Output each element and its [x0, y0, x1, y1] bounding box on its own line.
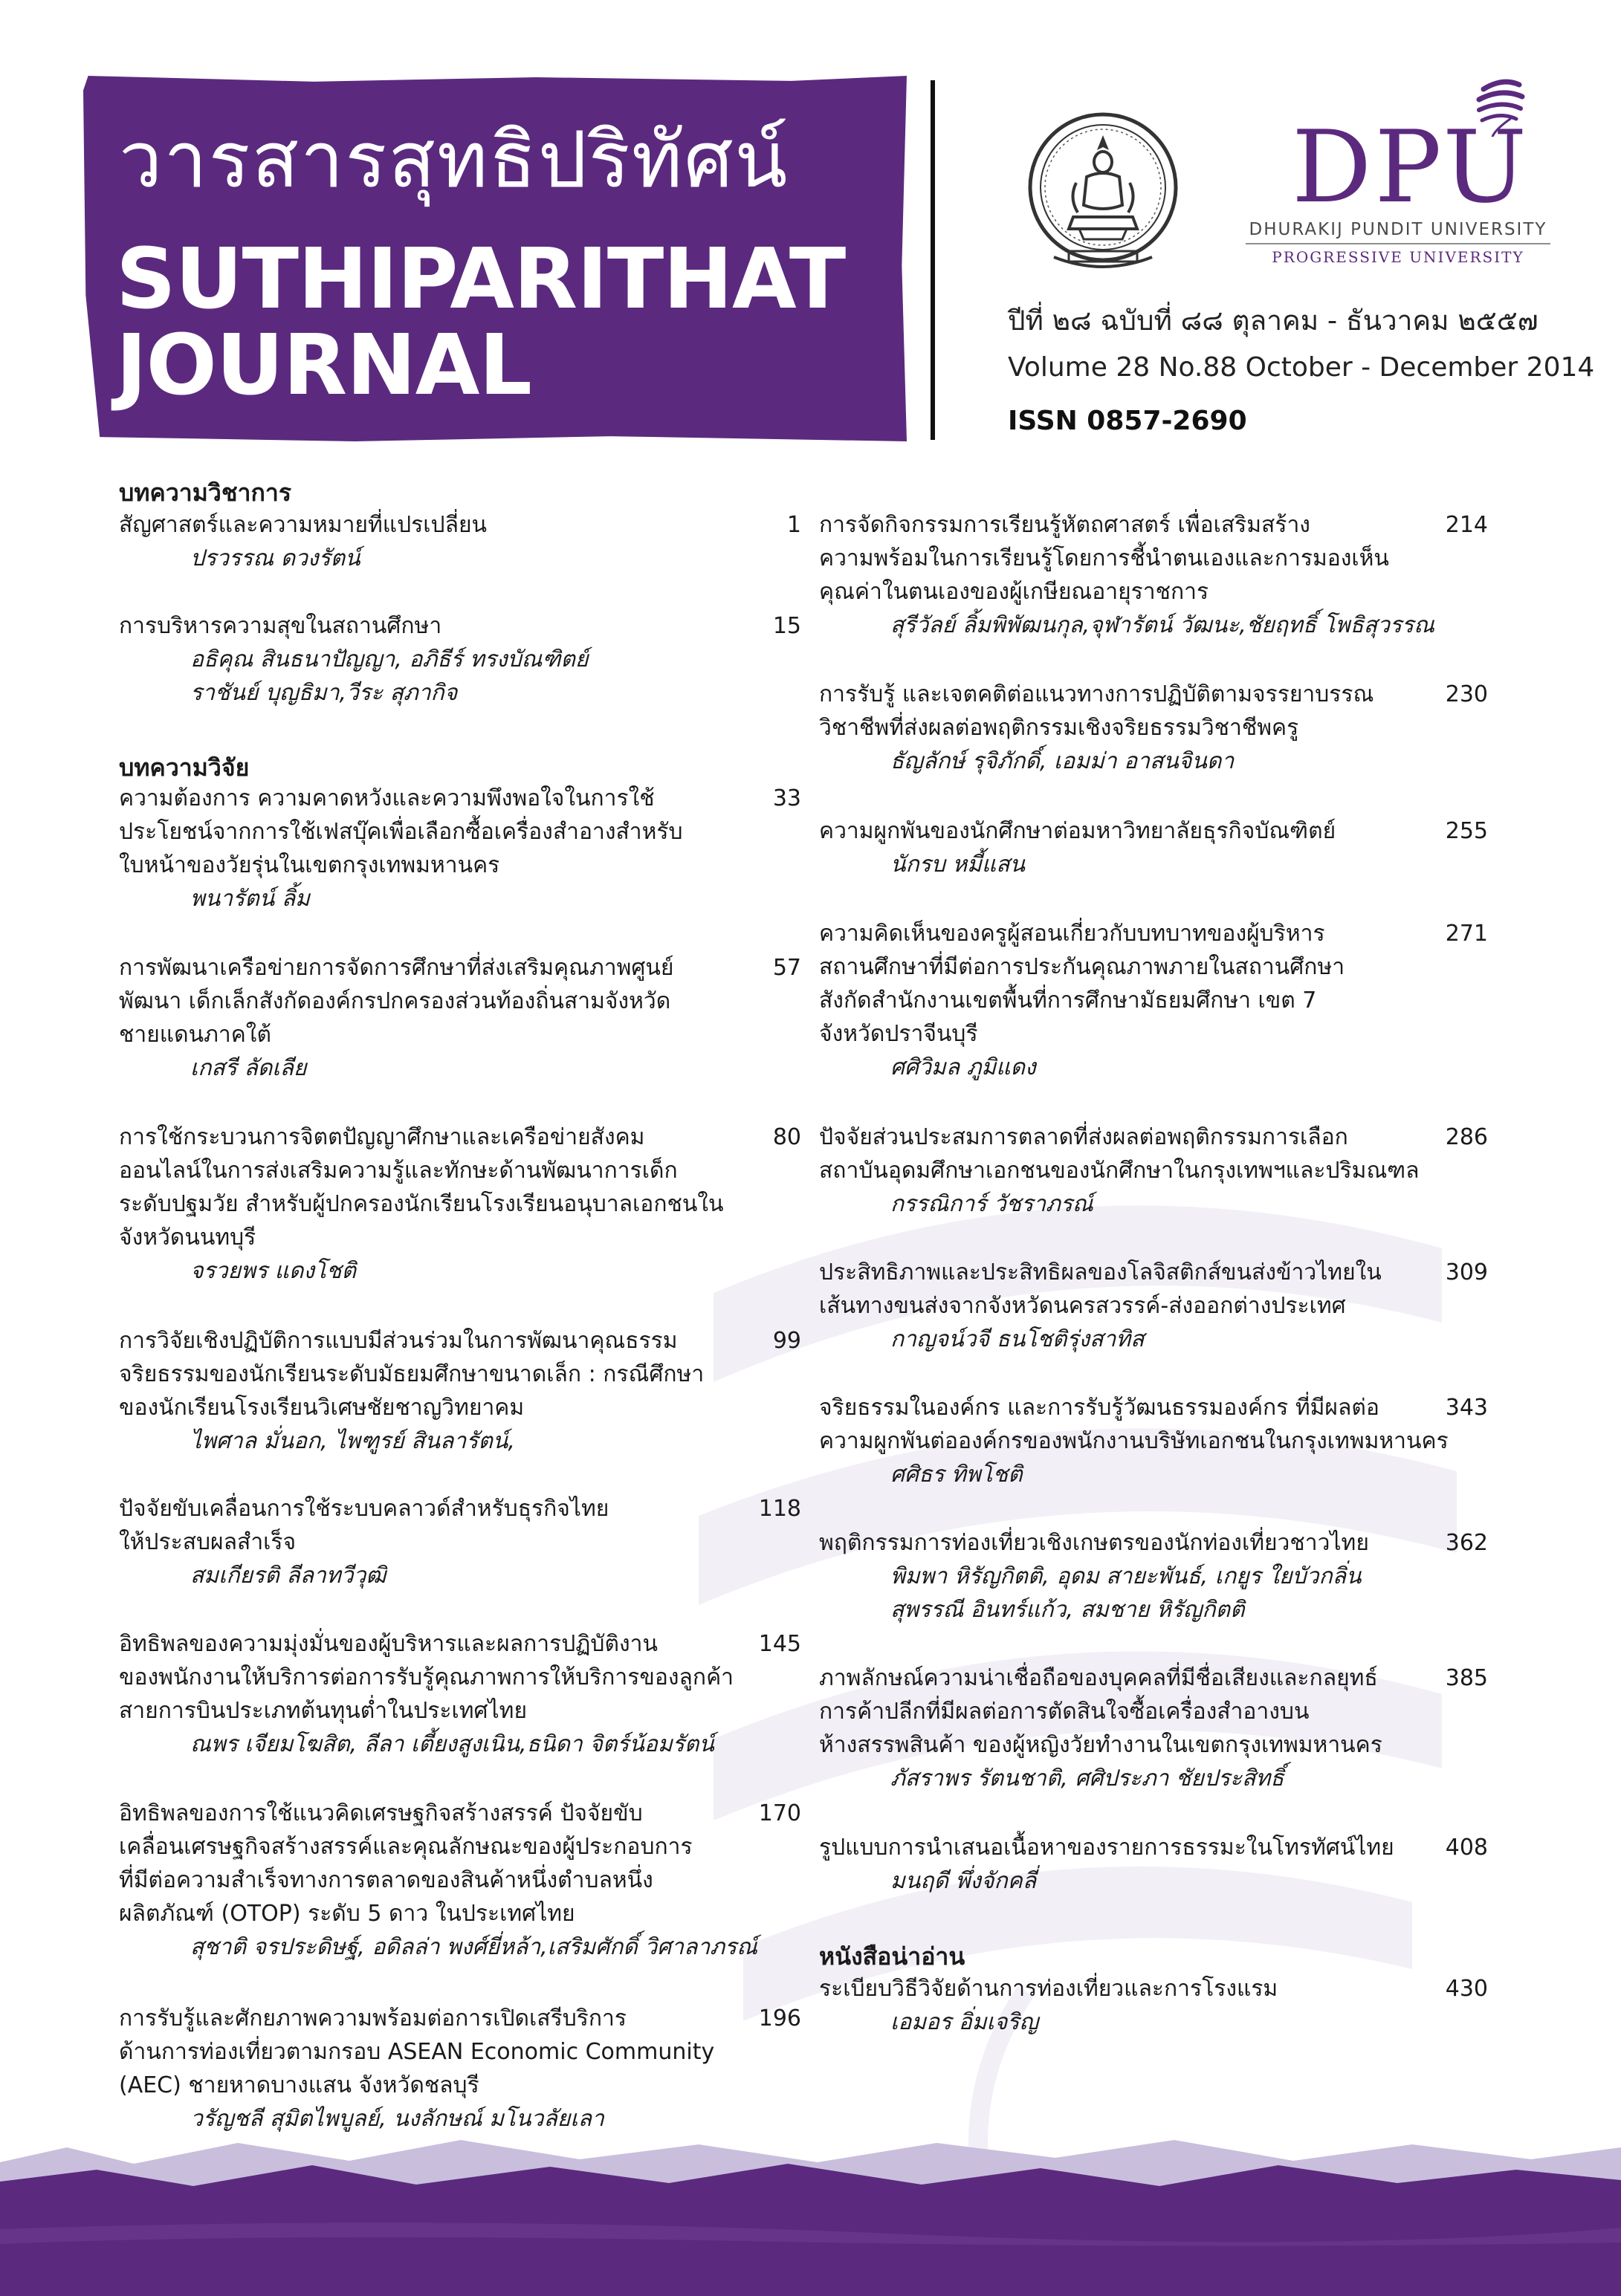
entry-author: พิมพา หิรัญกิตติ, อุดม สายะพันธ์, เกยูร ใยบัวกลิ่น [890, 1563, 1362, 1589]
entry-title: รูปแบบการนำเสนอเนื้อหาของรายการธรรมะในโทรทัศน์ไทย [819, 1835, 1394, 1861]
entry-page: 309 [1445, 1259, 1488, 1285]
entry-title: สังกัดสำนักงานเขตพื้นที่การศึกษามัธยมศึกษา เขต 7 [819, 988, 1317, 1014]
entry-title: การรับรู้และศักยภาพความพร้อมต่อการเปิดเสรีบริการ [119, 2005, 627, 2031]
entry-author: สุรีวัลย์ ลิ้มพิพัฒนกุล,จุฬารัตน์ วัฒนะ,ชัยฤทธิ์ โพธิสุวรรณ [890, 612, 1434, 638]
entry-title: ผลิตภัณฑ์ (OTOP) ระดับ 5 ดาว ในประเทศไทย [119, 1901, 575, 1927]
entry-title: ด้านการท่องเที่ยวตามกรอบ ASEAN Economic Community [119, 2039, 715, 2065]
toc-entry[interactable] [819, 508, 1562, 642]
entry-author: ธัญลักษ์ รุจิภักดิ์, เอมม่า อาสนจินดา [890, 748, 1235, 774]
section-heading-research: บทความวิจัย [119, 753, 250, 782]
entry-author: ปรวรรณ ดวงรัตน์ [190, 545, 360, 571]
entry-title: ความพร้อมในการเรียนรู้โดยการชี้นำตนเองและการมองเห็น [819, 545, 1389, 571]
footer-brush-band [0, 2118, 1621, 2296]
entry-title: ประสิทธิภาพและประสิทธิผลของโลจิสติกส์ขนส่งข้าวไทยใน [819, 1259, 1382, 1285]
entry-author: สุพรรณี อินทร์แก้ว, สมชาย หิรัญกิตติ [890, 1597, 1245, 1623]
entry-author: ณพร เจียมโฆสิต, ลีลา เตี้ยงสูงเนิน,ธนิดา จิตร์น้อมรัตน์ [190, 1731, 714, 1757]
entry-page: 385 [1445, 1665, 1488, 1691]
entry-title: การจัดกิจกรรมการเรียนรู้หัตถศาสตร์ เพื่อเสริมสร้าง [819, 512, 1310, 538]
entry-title: การค้าปลีกที่มีผลต่อการตัดสินใจซื้อเครื่องสำอางบน [819, 1699, 1310, 1725]
entry-title: จังหวัดนนทบุรี [119, 1225, 256, 1251]
toc-entry[interactable] [819, 678, 1562, 778]
entry-author: กาญจน์วจี ธนโชติรุ่งสาทิส [890, 1326, 1145, 1352]
entry-author: ราชันย์ บุญธิมา,วีระ สุภากิจ [190, 680, 458, 706]
entry-title: การรับรู้ และเจตคติต่อแนวทางการปฏิบัติตามจรรยาบรรณ [819, 681, 1374, 707]
university-logo-rule [1246, 243, 1550, 244]
entry-author: กรรณิการ์ วัชราภรณ์ [890, 1191, 1093, 1217]
entry-page: 196 [758, 2005, 801, 2031]
toc-entry[interactable] [119, 1121, 825, 1288]
entry-page: 99 [772, 1328, 801, 1354]
toc-entry[interactable] [819, 1972, 1562, 2039]
journal-title-english-line2: JOURNAL [116, 317, 531, 414]
toc-entry[interactable] [119, 951, 825, 1085]
entry-title: วิชาชีพที่ส่งผลต่อพฤติกรรมเชิงจริยธรรมวิชาชีพครู [819, 715, 1299, 741]
toc-entry[interactable] [819, 1121, 1562, 1221]
entry-author: มนฤดี พึ่งจักคลี่ [890, 1868, 1037, 1894]
entry-title: จังหวัดปราจีนบุรี [819, 1021, 978, 1047]
entry-title: ปัจจัยส่วนประสมการตลาดที่ส่งผลต่อพฤติกรรมการเลือก [819, 1124, 1348, 1150]
entry-title: ปัจจัยขับเคลื่อนการใช้ระบบคลาวด์สำหรับธุรกิจไทย [119, 1496, 609, 1522]
entry-title: อิทธิพลของความมุ่งมั่นของผู้บริหารและผลการปฏิบัติงาน [119, 1631, 658, 1657]
issue-info-english: Volume 28 No.88 October - December 2014 [1008, 352, 1595, 383]
entry-title: ภาพลักษณ์ความน่าเชื่อถือของบุคคลที่มีชื่อเสียงและกลยุทธ์ [819, 1665, 1378, 1691]
entry-title: การพัฒนาเครือข่ายการจัดการศึกษาที่ส่งเสริมคุณภาพศูนย์ [119, 955, 674, 981]
journal-title-thai: วารสารสุทธิปริทัศน์ [119, 114, 789, 205]
entry-title: สายการบินประเภทต้นทุนต่ำในประเทศไทย [119, 1698, 528, 1724]
toc-entry[interactable] [119, 1797, 825, 1964]
toc-entry[interactable] [819, 1391, 1562, 1491]
entry-title: จริยธรรมของนักเรียนระดับมัธยมศึกษาขนาดเล็ก : กรณีศึกษา [119, 1361, 705, 1387]
university-name: DHURAKIJ PUNDIT UNIVERSITY [1249, 220, 1547, 239]
entry-author: เอมอร อิ่มเจริญ [890, 2009, 1039, 2035]
entry-title: สัญศาสตร์และความหมายที่แปรเปลี่ยน [119, 512, 488, 538]
toc-entry[interactable] [119, 1324, 825, 1458]
entry-page: 80 [772, 1124, 801, 1150]
entry-title: จริยธรรมในองค์กร และการรับรู้วัฒนธรรมองค์กร ที่มีผลต่อ [819, 1395, 1379, 1421]
university-tagline: PROGRESSIVE UNIVERSITY [1272, 248, 1524, 266]
entry-title: ออนไลน์ในการส่งเสริมความรู้และทักษะด้านพัฒนาการเด็ก [119, 1158, 678, 1184]
entry-page: 1 [786, 512, 801, 538]
section-heading-academic: บทความวิชาการ [119, 479, 292, 507]
entry-page: 343 [1445, 1395, 1488, 1421]
entry-title: การใช้กระบวนการจิตตปัญญาศึกษาและเครือข่ายสังคม [119, 1124, 645, 1150]
entry-title: อิทธิพลของการใช้แนวคิดเศรษฐกิจสร้างสรรค์ ปัจจัยขับ [119, 1800, 643, 1826]
entry-author: จรวยพร แดงโชติ [190, 1258, 356, 1284]
toc-entry[interactable] [819, 1661, 1562, 1795]
entry-page: 170 [758, 1800, 801, 1826]
entry-page: 57 [772, 955, 801, 981]
entry-title: ความคิดเห็นของครูผู้สอนเกี่ยวกับบทบาทของผู้บริหาร [819, 921, 1325, 947]
journal-title-english-line1: SUTHIPARITHAT [116, 231, 846, 328]
entry-title: (AEC) ชายหาดบางแสน จังหวัดชลบุรี [119, 2072, 479, 2098]
entry-title: ชายแดนภาคใต้ [119, 1022, 271, 1048]
entry-title: สถาบันอุดมศึกษาเอกชนของนักศึกษาในกรุงเทพฯและปริมณฑล [819, 1158, 1420, 1184]
royal-emblem-seal-icon [1024, 108, 1182, 279]
entry-author: สุชาติ จรประดิษฐ์, อดิลล่า พงศ์ยี่หล้า,เสริมศักดิ์ วิศาลาภรณ์ [190, 1934, 757, 1960]
entry-title: เคลื่อนเศรษฐกิจสร้างสรรค์และคุณลักษณะของผู้ประกอบการ [119, 1834, 693, 1860]
entry-author: เกสรี ลัดเลีย [190, 1055, 307, 1081]
entry-page: 430 [1445, 1976, 1488, 2002]
toc-entry[interactable] [819, 814, 1562, 881]
toc-entry[interactable] [119, 782, 825, 915]
entry-title: ให้ประสบผลสำเร็จ [119, 1529, 297, 1555]
entry-author: วรัญชลี สุมิตไพบูลย์, นงลักษณ์ มโนวลัยเลา [190, 2106, 604, 2132]
entry-title: พฤติกรรมการท่องเที่ยวเชิงเกษตรของนักท่องเที่ยวชาวไทย [819, 1530, 1369, 1556]
entry-page: 230 [1445, 681, 1488, 707]
toc-entry[interactable] [119, 1627, 825, 1761]
entry-title: ของพนักงานให้บริการต่อการรับรู้คุณภาพการให้บริการของลูกค้า [119, 1664, 734, 1690]
entry-author: สมเกียรติ ลีลาทวีวุฒิ [190, 1563, 386, 1589]
toc-entry[interactable] [819, 1526, 1562, 1627]
entry-title: คุณค่าในตนเองของผู้เกษียณอายุราชการ [819, 579, 1209, 605]
entry-title: เส้นทางขนส่งจากจังหวัดนครสวรรค์-ส่งออกต่างประเทศ [819, 1293, 1346, 1319]
university-logo-text: DPU [1292, 109, 1530, 225]
entry-author: ภัสราพร รัตนชาติ, ศศิประภา ชัยประสิทธิ์ [890, 1765, 1284, 1791]
header-divider [931, 80, 935, 440]
entry-title: การบริหารความสุขในสถานศึกษา [119, 613, 442, 639]
toc-entry[interactable] [819, 1256, 1562, 1356]
entry-page: 362 [1445, 1530, 1488, 1556]
entry-title: พัฒนา เด็กเล็กสังกัดองค์กรปกครองส่วนท้องถิ่นสามจังหวัด [119, 988, 671, 1014]
entry-author: ไพศาล มั่นอก, ไพฑูรย์ สินลารัตน์, [190, 1428, 515, 1454]
entry-title: ที่มีต่อความสำเร็จทางการตลาดของสินค้าหนึ่งตำบลหนึ่ง [119, 1867, 653, 1893]
toc-entry[interactable] [819, 1831, 1562, 1898]
entry-title: สถานศึกษาที่มีต่อการประกันคุณภาพภายในสถานศึกษา [819, 954, 1345, 980]
entry-title: ความต้องการ ความคาดหวังและความพึงพอใจในการใช้ [119, 785, 655, 811]
entry-title: ระเบียบวิธีวิจัยด้านการท่องเที่ยวและการโรงแรม [819, 1976, 1278, 2002]
entry-page: 286 [1445, 1124, 1488, 1150]
entry-author: ศศิธร ทิพโชติ [890, 1462, 1023, 1488]
entry-title: การวิจัยเชิงปฏิบัติการแบบมีส่วนร่วมในการพัฒนาคุณธรรม [119, 1328, 678, 1354]
entry-title: ความผูกพันของนักศึกษาต่อมหาวิทยาลัยธุรกิจบัณฑิตย์ [819, 818, 1336, 844]
entry-title: ระดับปฐมวัย สำหรับผู้ปกครองนักเรียนโรงเรียนอนุบาลเอกชนใน [119, 1191, 724, 1217]
entry-page: 15 [772, 613, 801, 639]
entry-author: พนารัตน์ ลิ้ม [190, 886, 310, 912]
entry-author: นักรบ หมี้แสน [890, 852, 1026, 878]
toc-entry[interactable] [119, 1492, 825, 1592]
toc-entry[interactable] [819, 917, 1562, 1084]
section-heading-recommended-reading: หนังสือน่าอ่าน [819, 1942, 965, 1971]
entry-page: 214 [1445, 512, 1488, 538]
entry-page: 145 [758, 1631, 801, 1657]
entry-author: อธิคุณ สินธนาปัญญา, อภิธีร์ ทรงบัณฑิตย์ [190, 646, 589, 672]
toc-entry[interactable] [119, 2002, 825, 2136]
entry-page: 408 [1445, 1835, 1488, 1861]
entry-title: ห้างสรรพสินค้า ของผู้หญิงวัยทำงานในเขตกรุงเทพมหานคร [819, 1732, 1382, 1758]
entry-author: ศศิวิมล ภูมิแดง [890, 1054, 1036, 1080]
toc-entry[interactable] [119, 609, 825, 710]
entry-title: ใบหน้าของวัยรุ่นในเขตกรุงเทพมหานคร [119, 852, 500, 878]
issn: ISSN 0857-2690 [1008, 406, 1247, 436]
entry-page: 271 [1445, 921, 1488, 947]
entry-page: 255 [1445, 818, 1488, 844]
journal-title-english [116, 231, 846, 414]
entry-page: 33 [772, 785, 801, 811]
entry-title: ของนักเรียนโรงเรียนวิเศษชัยชาญวิทยาคม [119, 1395, 525, 1421]
entry-title: ความผูกพันต่อองค์กรของพนักงานบริษัทเอกชนในกรุงเทพมหานคร [819, 1428, 1449, 1454]
issue-info-thai: ปีที่ ๒๘ ฉบับที่ ๘๘ ตุลาคม - ธันวาคม ๒๕๕๗ [1008, 305, 1539, 337]
toc-entry[interactable] [119, 508, 825, 575]
entry-page: 118 [758, 1496, 801, 1522]
entry-title: ประโยชน์จากการใช้เฟสบุ๊คเพื่อเลือกซื้อเครื่องสำอางสำหรับ [119, 819, 683, 845]
